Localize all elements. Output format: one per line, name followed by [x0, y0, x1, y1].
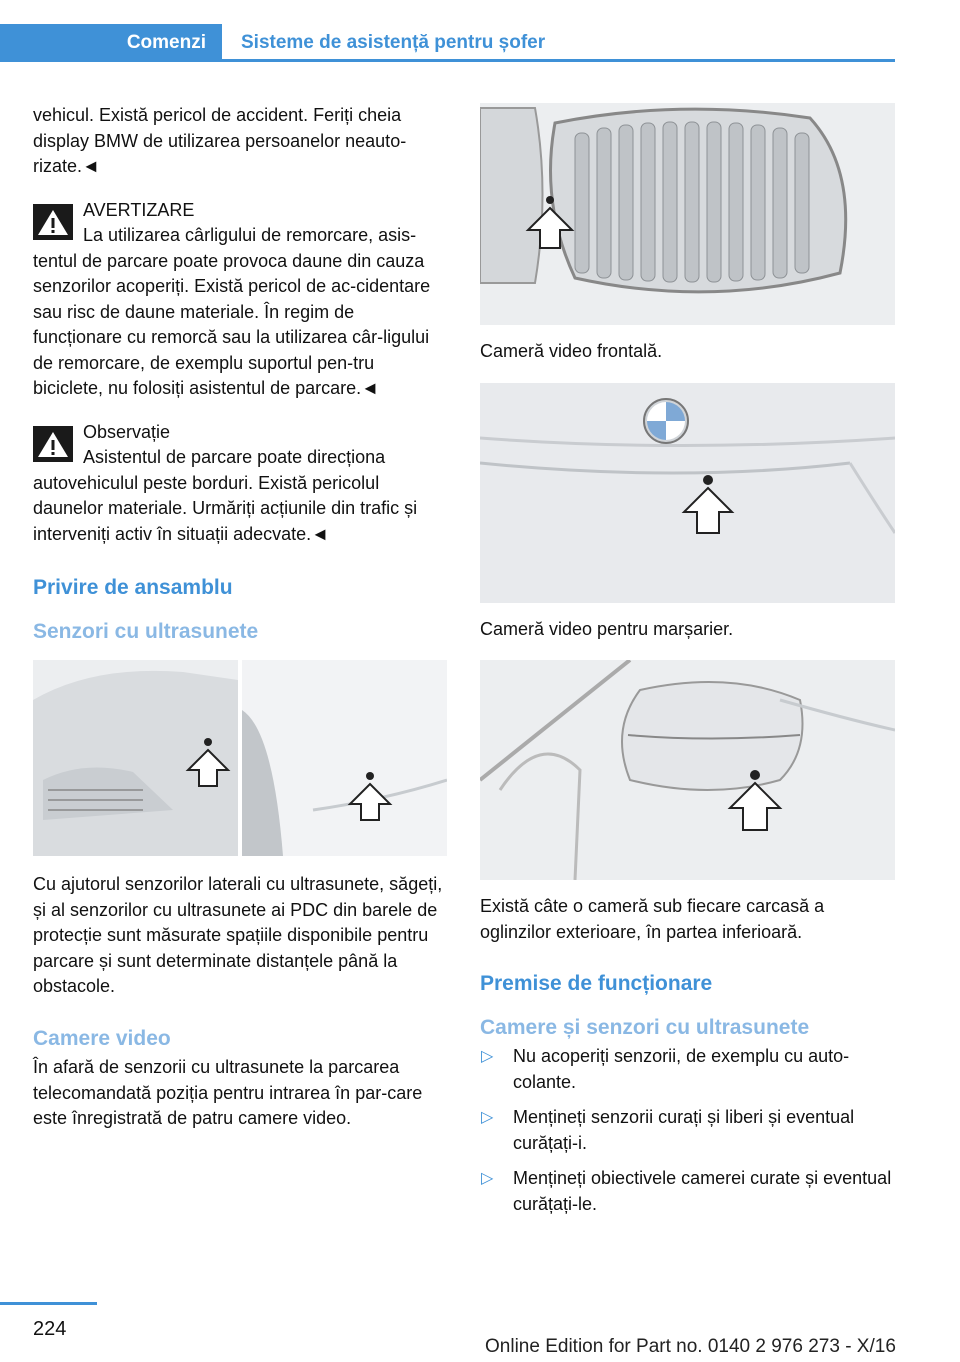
cameras-description: În afară de senzorii cu ultrasunete la parcarea telecomandată poziția pentru intrarea în par-care este înregistrată de patru camere video.	[33, 1057, 423, 1128]
heading-overview: Privire de ansamblu	[33, 576, 233, 599]
list-item	[480, 1105, 895, 1156]
caption-front-camera: Cameră video frontală.	[480, 341, 663, 361]
sensors-description: Cu ajutorul senzorilor laterali cu ultrasunete, săgeți, și al senzorilor cu ultrasunete ai PDC din barele de protecție sunt măsurate spațiile disponibile pentru parcare și sunt determinate distanțele până la obstacole.	[33, 874, 443, 996]
front-grille-illustration	[480, 103, 895, 325]
right-column	[480, 103, 895, 1227]
figure-rear-camera	[480, 383, 895, 603]
edition-note: Online Edition for Part no. 0140 2 976 273 - X/16	[485, 1336, 896, 1357]
figure-mirror-camera	[480, 660, 895, 880]
figure-front-camera	[480, 103, 895, 325]
note-block-curbs	[33, 420, 447, 548]
bullet-triangle-icon: ▷	[481, 1109, 494, 1126]
warning-body: La utilizarea cârligului de remorcare, asis-tentul de parcare poate provoca daune din cauza senzorilor acoperiți. Există pericol de ac-cidentare sau risc de daune materiale. În regim de funcționare cu remorcă sau la utilizarea câr-ligului de remorcare, de exemplu suportul pen-tru biciclete, nu folosiți asistentul de parcare.◄	[33, 225, 431, 398]
list-item-text: Mențineți obiectivele camerei curate și eventual curățați-le.	[513, 1168, 892, 1214]
prerequisites-list	[480, 1044, 895, 1217]
list-item	[480, 1044, 895, 1095]
heading-prerequisites: Premise de funcționare	[480, 972, 713, 995]
paragraph-key-warning: vehicul. Există pericol de accident. Feriți cheia display BMW de utilizarea persoanelor neauto-rizate.◄	[33, 105, 407, 176]
heading-cameras-sensors: Camere și senzori cu ultrasunete	[480, 1015, 810, 1039]
bullet-triangle-icon: ▷	[481, 1170, 494, 1187]
bullet-triangle-icon: ▷	[481, 1048, 494, 1065]
tab-sisteme-asistenta[interactable]: Sisteme de asistență pentru șofer	[241, 32, 546, 53]
note-title: Observație	[83, 421, 171, 442]
note-body: Asistentul de parcare poate direcționa autovehiculul peste borduri. Există pericolul daunelor materiale. Urmăriți acțiunile din trafic și interveniți activ în situații adecvate.◄	[33, 447, 418, 544]
footer-rule	[0, 1302, 97, 1305]
warning-title: AVERTIZARE	[83, 199, 195, 220]
header-tabs	[0, 24, 895, 62]
caption-mirror-camera: Există câte o cameră sub fiecare carcasă a oglinzilor exterioare, în partea inferioară.	[480, 896, 825, 942]
heading-ultrasonic-sensors: Senzori cu ultrasunete	[33, 619, 259, 643]
list-item	[480, 1166, 895, 1217]
page-number: 224	[33, 1318, 67, 1340]
figure-ultrasonic-sensors	[33, 660, 447, 856]
left-column	[33, 103, 447, 1132]
header-rule	[222, 59, 895, 62]
sensors-illustration	[33, 660, 447, 856]
tab-comenzi[interactable]: Comenzi	[0, 24, 222, 62]
warning-triangle-icon	[33, 426, 73, 462]
mirror-illustration	[480, 660, 895, 880]
list-item-text: Mențineți senzorii curați și liberi și eventual curățați-i.	[513, 1107, 855, 1153]
warning-triangle-icon	[33, 204, 73, 240]
heading-video-cameras: Camere video	[33, 1026, 171, 1050]
rear-trunk-illustration	[480, 383, 895, 603]
caption-rear-camera: Cameră video pentru marșarier.	[480, 618, 734, 639]
warning-block-towbar	[33, 198, 447, 402]
list-item-text: Nu acoperiți senzorii, de exemplu cu auto-colante.	[513, 1046, 850, 1092]
